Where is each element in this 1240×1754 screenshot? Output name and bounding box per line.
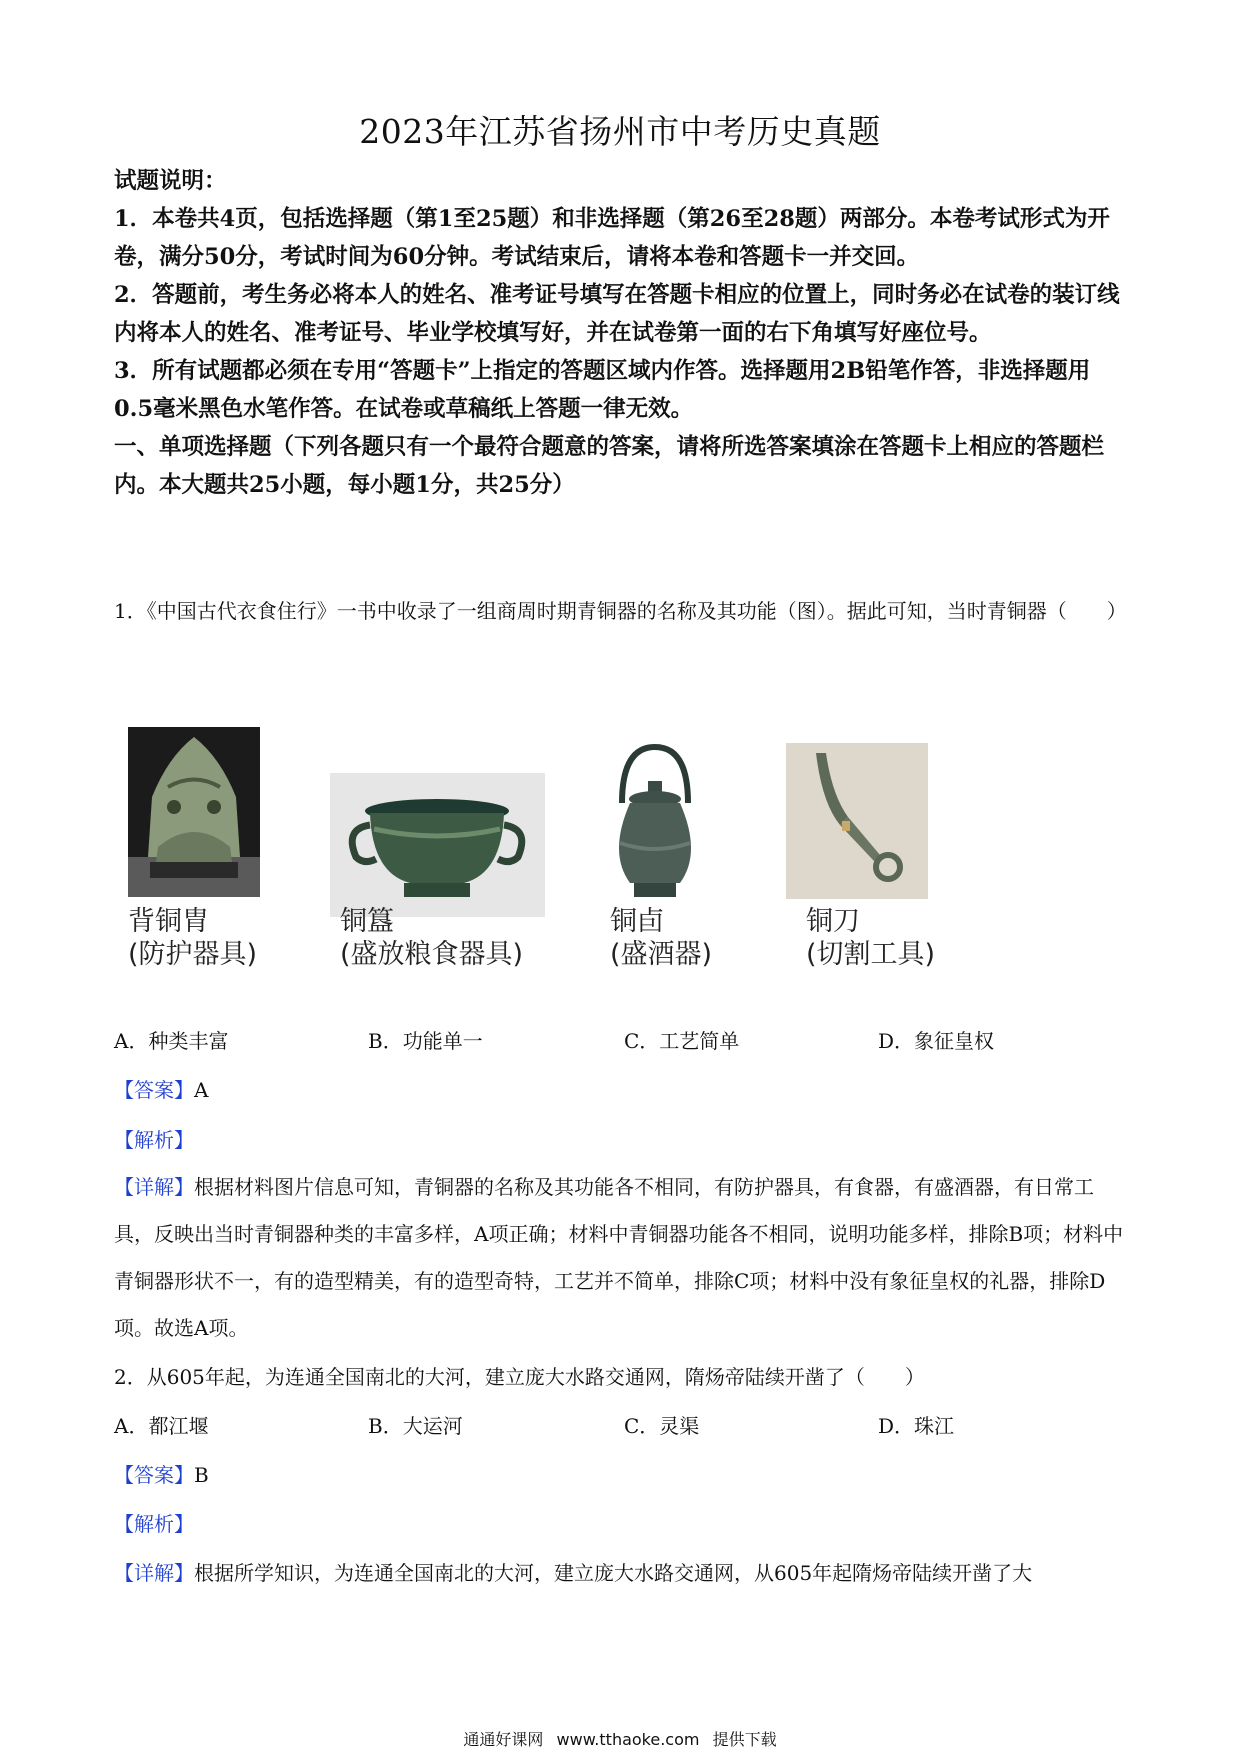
helmet-caption [128,905,257,971]
you-use: (盛酒器) [610,939,713,970]
question-2-options [114,1410,1129,1440]
q2-answer-line [114,1459,209,1488]
q1-detail-tag: 【详解】 [114,1175,194,1199]
q2-detail-tag: 【详解】 [114,1561,194,1585]
you-name: 铜卣 [610,906,664,937]
q2-option-c[interactable]: C．灵渠 [624,1414,700,1438]
q2-answer-tag: 【答案】 [114,1463,194,1487]
page-footer [0,1727,1240,1750]
knife-use: (切割工具) [806,939,936,970]
q2-analysis-line [114,1508,194,1537]
gui-use: (盛放粮食器具) [340,939,524,970]
gui-caption [340,905,523,971]
q1-detail-body: 根据材料图片信息可知，青铜器的名称及其功能各不相同，有防护器具，有食器，有盛酒器，有日常工具，反映出当时青铜器种类的丰富多样，A项正确；材料中青铜器功能各不相同，说明功能多样，排除B项；材料中青铜器形状不一，有的造型精美，有的造型奇特，工艺并不简单，排除C项；材料中没有象征皇权的礼器，排除D项。故选A项。 [114,1175,1124,1340]
gui-name: 铜簋 [340,906,394,937]
footer-note: 提供下载 [712,1730,777,1749]
question-1-stem [114,588,1129,635]
q1-answer-line [114,1074,208,1103]
instruction-2: 2．答题前，考生务必将本人的姓名、准考证号填写在答题卡相应的位置上，同时务必在试卷的装订线内将本人的姓名、准考证号、毕业学校填写好，并在试卷第一面的右下角填写好座位号。 [114,282,1120,346]
q1-detail-text [114,1164,1129,1352]
q1-detail [114,1164,1129,1352]
instruction-3: 3．所有试题都必须在专用“答题卡”上指定的答题区域内作答。选择题用2B铅笔作答，非选择题用0.5毫米黑色水笔作答。在试卷或草稿纸上答题一律无效。 [114,358,1091,422]
q1-option-c[interactable]: C．工艺简单 [624,1029,740,1053]
knife-caption [806,905,935,971]
q2-option-a[interactable]: A．都江堰 [114,1414,209,1438]
q2-analysis-tag: 【解析】 [114,1512,194,1536]
question-1-text: 1．《中国古代衣食住行》一书中收录了一组商周时期青铜器的名称及其功能（图）。据此可知，当时青铜器（ ） [114,599,1127,623]
footer-site: 通通好课网 [463,1730,544,1749]
page-title: 2023年江苏省扬州市中考历史真题 [359,112,881,151]
helmet-image [128,727,260,897]
q1-answer: A [194,1078,209,1102]
you-caption [610,905,712,971]
q1-option-b[interactable]: B．功能单一 [368,1029,483,1053]
knife-image [786,743,928,899]
q2-detail [114,1557,1032,1586]
gui-vessel-image [330,773,545,917]
q1-option-d[interactable]: D．象征皇权 [878,1029,995,1053]
knife-name: 铜刀 [806,906,860,937]
bronze-ware-figure [114,715,1014,1015]
instructions [114,162,1124,504]
q2-detail-body: 根据所学知识，为连通全国南北的大河，建立庞大水路交通网，从605年起隋炀帝陆续开凿了大 [194,1561,1033,1585]
q1-analysis-tag: 【解析】 [114,1128,194,1152]
footer-url[interactable]: www.tthaoke.com [556,1730,700,1749]
helmet-use: (防护器具) [128,939,258,970]
q2-answer: B [194,1463,209,1487]
section-heading: 一、单项选择题（下列各题只有一个最符合题意的答案，请将所选答案填涂在答题卡上相应的答题栏内。本大题共25小题，每小题1分，共25分） [114,434,1105,498]
q1-analysis-line [114,1124,194,1153]
question-2-stem: 2．从605年起，为连通全国南北的大河，建立庞大水路交通网，隋炀帝陆续开凿了（ ） [114,1365,925,1389]
q2-option-b[interactable]: B．大运河 [368,1414,463,1438]
instruction-1: 1．本卷共4页，包括选择题（第1至25题）和非选择题（第26至28题）两部分。本卷考试形式为开卷，满分50分，考试时间为60分钟。考试结束后，请将本卷和答题卡一并交回。 [114,206,1110,270]
instructions-heading: 试题说明： [114,168,227,194]
question-1-options [114,1025,1129,1055]
helmet-name: 背铜胄 [128,906,209,937]
q1-answer-tag: 【答案】 [114,1078,194,1102]
q1-option-a[interactable]: A．种类丰富 [114,1029,229,1053]
you-vessel-image [600,743,710,903]
q2-option-d[interactable]: D．珠江 [878,1414,955,1438]
